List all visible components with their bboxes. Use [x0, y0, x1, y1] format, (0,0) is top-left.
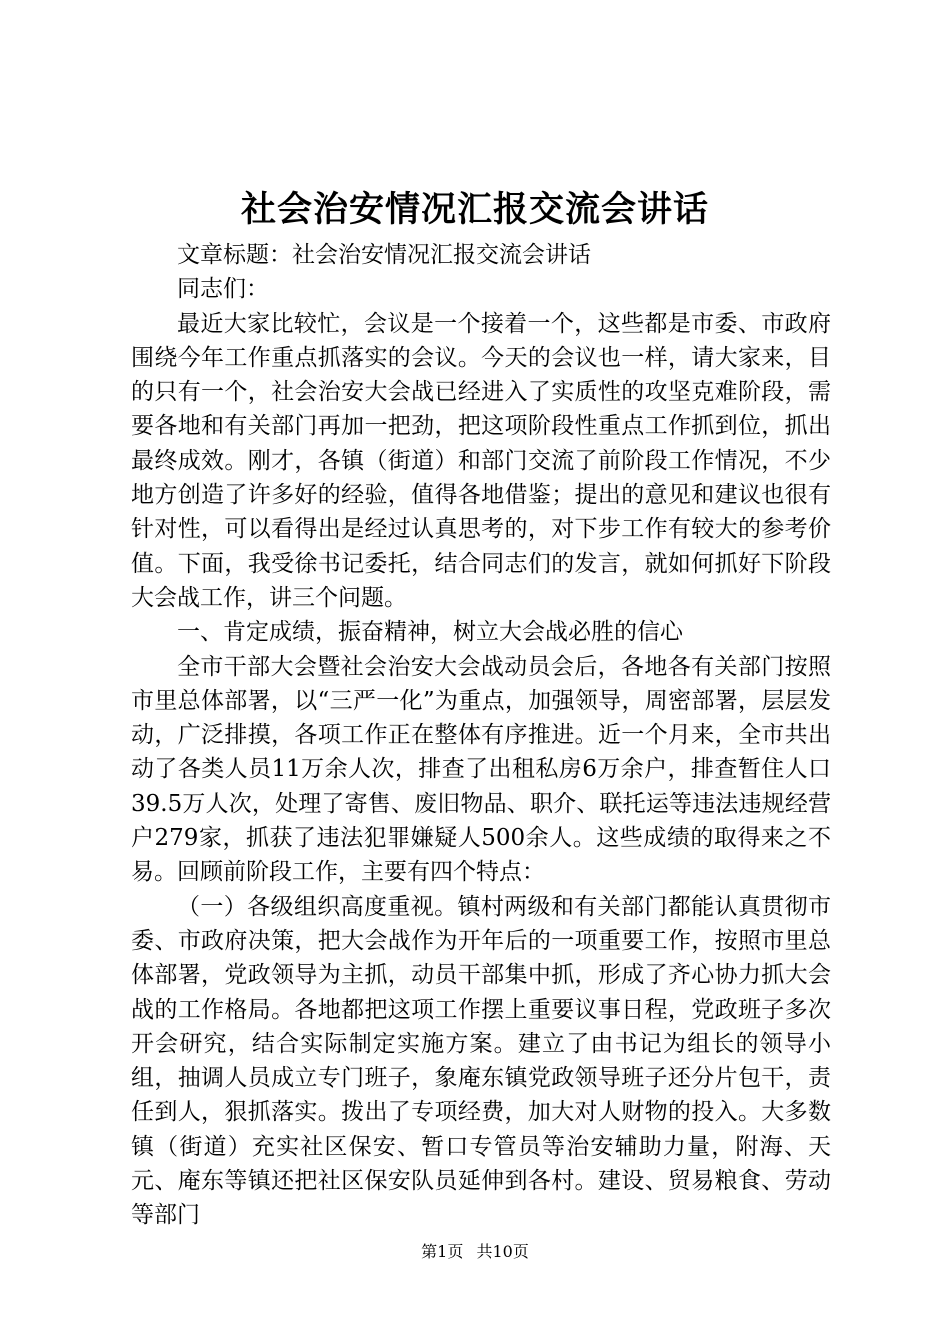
- section-heading-1: 一、肯定成绩，振奋精神，树立大会战必胜的信心: [177, 619, 683, 646]
- document-body: [131, 238, 831, 1233]
- page-number: 第1页: [421, 1242, 464, 1261]
- page-footer: [0, 1240, 950, 1264]
- salutation: 同志们：: [177, 276, 269, 303]
- paragraph-point-1: （一）各级组织高度重视。镇村两级和有关部门都能认真贯彻市委、市政府决策，把大会战作为开年后的一项重要工作，按照市里总体部署，党政领导为主抓，动员干部集中抓，形成了齐心协力抓大会战的工作格局。各地都把这项工作摆上重要议事日程，党政班子多次开会研究，结合实际制定实施方案。建立了由书记为组长的领导小组，抽调人员成立专门班子，象庵东镇党政领导班子还分片包干，责任到人，狠抓落实。拨出了专项经费，加大对人财物的投入。大多数镇（街道）充实社区保安、暂口专管员等治安辅助力量，附海、天元、庵东等镇还把社区保安队员延伸到各村。建设、贸易粮食、劳动等部门: [131, 893, 831, 1229]
- document-title: 社会治安情况汇报交流会讲话: [240, 189, 709, 230]
- article-title-line: 文章标题：社会治安情况汇报交流会讲话: [177, 242, 591, 268]
- paragraph-achievements: 全市干部大会暨社会治安大会战动员会后，各地各有关部门按照市里总体部署，以“三严一化”为重点，加强领导，周密部署，层层发动，广泛排摸，各项工作正在整体有序推进。近一个月来，全市共出动了各类人员11万余人次，排查了出租私房6万余户，排查暂住人口39.5万人次，处理了寄售、废旧物品、职介、联托运等违法违规经营户279家，抓获了违法犯罪嫌疑人500余人。这些成绩的取得来之不易。回顾前阶段工作，主要有四个特点：: [131, 653, 831, 886]
- paragraph-intro: 最近大家比较忙，会议是一个接着一个，这些都是市委、市政府围绕今年工作重点抓落实的会议。今天的会议也一样，请大家来，目的只有一个，社会治安大会战已经进入了实质性的攻坚克难阶段，需要各地和有关部门再加一把劲，把这项阶段性重点工作抓到位，抓出最终成效。刚才，各镇（街道）和部门交流了前阶段工作情况，不少地方创造了许多好的经验，值得各地借鉴；提出的意见和建议也很有针对性，可以看得出是经过认真思考的，对下步工作有较大的参考价值。下面，我受徐书记委托，结合同志们的发言，就如何抓好下阶段大会战工作，讲三个问题。: [131, 310, 831, 611]
- page-total: 共10页: [476, 1242, 529, 1261]
